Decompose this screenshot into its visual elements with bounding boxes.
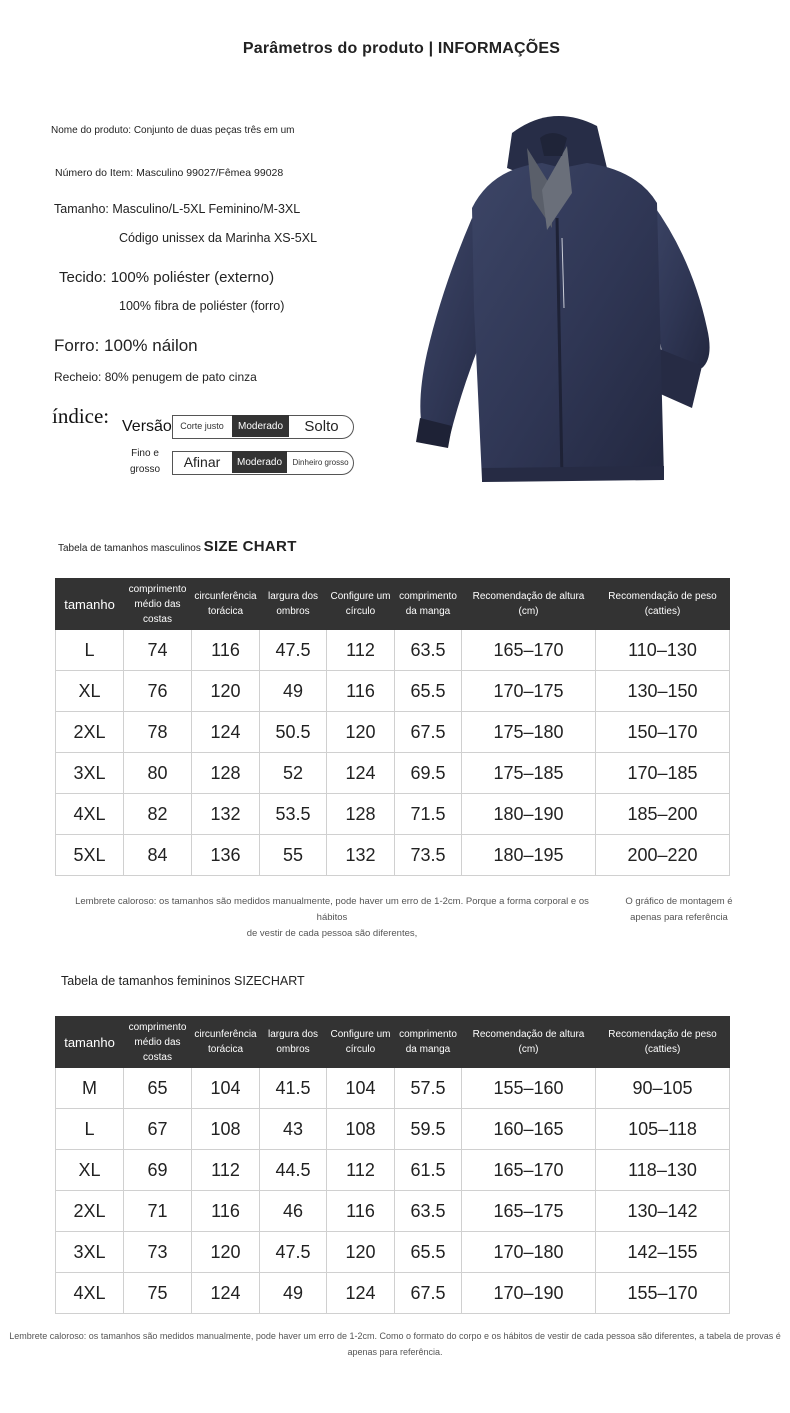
women-header-text: comprimento	[128, 1021, 187, 1033]
men-header-cell	[192, 579, 260, 630]
filling-info: Recheio: 80% penugem de pato cinza	[54, 370, 257, 384]
men-table-cell: 53.5	[260, 794, 327, 835]
men-header-cell	[462, 579, 596, 630]
thickness-label-line1: Fino e	[131, 448, 159, 459]
women-header-cell	[192, 1017, 260, 1068]
women-table-cell: XL	[56, 1150, 124, 1191]
men-chart-title-small: Tabela de tamanhos masculinos	[58, 543, 201, 554]
men-size-table	[55, 578, 730, 876]
women-table-cell: 170–190	[462, 1273, 596, 1314]
men-table-cell: 71.5	[395, 794, 462, 835]
women-table-cell: 112	[192, 1150, 260, 1191]
men-table-cell: 175–180	[462, 712, 596, 753]
size-unisex: Código unissex da Marinha XS-5XL	[119, 231, 318, 245]
women-table-cell: 73	[124, 1232, 192, 1273]
men-table-cell: 110–130	[596, 630, 730, 671]
thickness-option-thin: Afinar	[183, 454, 221, 470]
men-header-text: médio das	[134, 598, 181, 610]
men-table-cell: 200–220	[596, 835, 730, 876]
thickness-label-line2: grosso	[129, 464, 160, 475]
men-table-cell: 69.5	[395, 753, 462, 794]
women-table-cell: 67.5	[395, 1273, 462, 1314]
men-header-cell	[395, 579, 462, 630]
men-table-row	[56, 794, 730, 835]
women-table-cell: 130–142	[596, 1191, 730, 1232]
women-table-cell: 165–175	[462, 1191, 596, 1232]
women-table-cell: 49	[260, 1273, 327, 1314]
women-header-text: Recomendação de peso	[608, 1029, 717, 1040]
women-header-cell	[327, 1017, 395, 1068]
men-table-cell: 2XL	[56, 712, 124, 753]
men-header-cell	[124, 579, 192, 630]
thickness-label	[128, 446, 162, 478]
women-header-cell	[395, 1017, 462, 1068]
men-table-cell: 180–190	[462, 794, 596, 835]
women-table-cell: 165–170	[462, 1150, 596, 1191]
women-table-row	[56, 1068, 730, 1109]
men-table-cell: L	[56, 630, 124, 671]
women-table-cell: 170–180	[462, 1232, 596, 1273]
men-table-cell: 50.5	[260, 712, 327, 753]
men-note-right-line2: apenas para referência	[630, 912, 728, 923]
men-table-cell: 170–185	[596, 753, 730, 794]
women-table-cell: M	[56, 1068, 124, 1109]
women-table-cell: 69	[124, 1150, 192, 1191]
lining-info: Forro: 100% náilon	[54, 336, 198, 355]
men-chart-title	[58, 538, 297, 555]
index-label: índice:	[52, 404, 110, 428]
men-table-cell: 74	[124, 630, 192, 671]
men-table-cell: 78	[124, 712, 192, 753]
men-header-text: Configure um	[330, 591, 391, 602]
women-note	[0, 1328, 790, 1360]
men-header-text: círculo	[345, 606, 376, 617]
women-table-cell: 90–105	[596, 1068, 730, 1109]
men-table-cell: 128	[192, 753, 260, 794]
men-table-row	[56, 835, 730, 876]
men-header-text: torácica	[207, 606, 243, 617]
women-table-cell: 124	[192, 1273, 260, 1314]
women-table-cell: 67	[124, 1109, 192, 1150]
version-label: Versão	[122, 418, 172, 435]
men-table-cell: 175–185	[462, 753, 596, 794]
men-table-cell: 4XL	[56, 794, 124, 835]
women-table-cell: 61.5	[395, 1150, 462, 1191]
thickness-options	[172, 451, 354, 473]
women-table-cell: 118–130	[596, 1150, 730, 1191]
men-note-line1: Lembrete caloroso: os tamanhos são medidos manualmente, pode haver um erro de 1-2cm. Porque a forma corporal e os hábitos	[75, 896, 589, 923]
women-table-cell: 155–160	[462, 1068, 596, 1109]
women-table-cell: 155–170	[596, 1273, 730, 1314]
men-table-cell: 130–150	[596, 671, 730, 712]
men-table-cell: 3XL	[56, 753, 124, 794]
men-table-cell: 132	[327, 835, 395, 876]
men-header-text: (catties)	[644, 606, 681, 617]
men-header-text: tamanho	[64, 596, 115, 612]
women-table-cell: 112	[327, 1150, 395, 1191]
women-table-cell: 105–118	[596, 1109, 730, 1150]
women-table-cell: 41.5	[260, 1068, 327, 1109]
women-table-cell: 116	[192, 1191, 260, 1232]
women-header-text: circunferência	[194, 1029, 257, 1040]
men-table-cell: 132	[192, 794, 260, 835]
men-table-cell: 116	[192, 630, 260, 671]
women-table-cell: 120	[192, 1232, 260, 1273]
women-table-row	[56, 1150, 730, 1191]
page-title: Parâmetros do produto | INFORMAÇÕES	[242, 40, 561, 57]
women-table-cell: 57.5	[395, 1068, 462, 1109]
women-table-cell: 2XL	[56, 1191, 124, 1232]
women-table-cell: 65.5	[395, 1232, 462, 1273]
men-table-cell: 124	[192, 712, 260, 753]
men-table-cell: 120	[327, 712, 395, 753]
version-options	[172, 415, 354, 437]
men-note-line2: de vestir de cada pessoa são diferentes,	[246, 928, 418, 939]
men-table-row	[56, 630, 730, 671]
thickness-option-thick: Dinheiro grosso	[292, 457, 349, 467]
women-note-line2: apenas para referência.	[347, 1347, 443, 1357]
men-header-text: da manga	[405, 606, 451, 617]
women-table-cell: 116	[327, 1191, 395, 1232]
women-table-cell: 46	[260, 1191, 327, 1232]
women-table-row	[56, 1273, 730, 1314]
women-table-row	[56, 1232, 730, 1273]
women-table-cell: 142–155	[596, 1232, 730, 1273]
women-header-text: costas	[143, 1051, 172, 1063]
women-table-cell: 108	[192, 1109, 260, 1150]
women-header-text: tamanho	[64, 1034, 115, 1050]
men-table-cell: 49	[260, 671, 327, 712]
women-table-row	[56, 1191, 730, 1232]
fabric-info: Tecido: 100% poliéster (externo)	[59, 269, 275, 286]
women-header-text: largura dos	[267, 1029, 319, 1040]
women-header-text: da manga	[405, 1044, 451, 1055]
item-number: Número do Item: Masculino 99027/Fêmea 99028	[55, 167, 284, 179]
version-option-loose: Solto	[304, 417, 339, 435]
men-table-cell: 52	[260, 753, 327, 794]
men-table-cell: 84	[124, 835, 192, 876]
men-table-cell: XL	[56, 671, 124, 712]
women-table-cell: 44.5	[260, 1150, 327, 1191]
women-table-row	[56, 1109, 730, 1150]
men-table-cell: 112	[327, 630, 395, 671]
men-table-row	[56, 712, 730, 753]
men-header-cell	[260, 579, 327, 630]
men-note	[62, 894, 602, 942]
women-table-cell: 47.5	[260, 1232, 327, 1273]
men-table-cell: 55	[260, 835, 327, 876]
men-table-cell: 128	[327, 794, 395, 835]
men-table-cell: 47.5	[260, 630, 327, 671]
women-header-text: médio das	[134, 1036, 181, 1048]
men-table-cell: 65.5	[395, 671, 462, 712]
women-table-cell: L	[56, 1109, 124, 1150]
women-table-cell: 104	[327, 1068, 395, 1109]
men-table-cell: 180–195	[462, 835, 596, 876]
women-table-cell: 108	[327, 1109, 395, 1150]
product-name: Nome do produto: Conjunto de duas peças três em um	[51, 125, 295, 136]
women-chart-title: Tabela de tamanhos femininos SIZECHART	[61, 974, 305, 988]
version-option-fitted: Corte justo	[180, 421, 224, 431]
women-header-text: Recomendação de altura (cm)	[472, 1029, 585, 1055]
men-table-cell: 165–170	[462, 630, 596, 671]
men-table-row	[56, 671, 730, 712]
men-table-cell: 5XL	[56, 835, 124, 876]
women-table-cell: 3XL	[56, 1232, 124, 1273]
men-table-cell: 82	[124, 794, 192, 835]
women-header-cell	[124, 1017, 192, 1068]
version-option-moderate: Moderado	[232, 415, 289, 437]
men-table-cell: 124	[327, 753, 395, 794]
women-header-cell	[596, 1017, 730, 1068]
men-header-text: largura dos	[267, 591, 319, 602]
women-header-text: torácica	[207, 1044, 243, 1055]
fabric-lining: 100% fibra de poliéster (forro)	[119, 299, 285, 313]
women-header-cell	[260, 1017, 327, 1068]
men-table-row	[56, 753, 730, 794]
women-header-text: círculo	[345, 1044, 376, 1055]
women-note-line1: Lembrete caloroso: os tamanhos são medidos manualmente, pode haver um erro de 1-2cm. Como o formato do corpo e os hábitos de vestir de cada pessoa são diferentes, a tabela de provas é	[9, 1331, 781, 1341]
women-table-cell: 43	[260, 1109, 327, 1150]
men-chart-title-big: SIZE CHART	[203, 538, 297, 555]
women-header-cell	[462, 1017, 596, 1068]
women-table-cell: 104	[192, 1068, 260, 1109]
men-header-text: circunferência	[194, 591, 257, 602]
men-header-text: costas	[143, 613, 172, 625]
women-table-cell: 160–165	[462, 1109, 596, 1150]
men-table-cell: 63.5	[395, 630, 462, 671]
men-table-cell: 136	[192, 835, 260, 876]
men-table-cell: 170–175	[462, 671, 596, 712]
women-table-cell: 65	[124, 1068, 192, 1109]
women-header-text: Configure um	[330, 1029, 391, 1040]
women-header-cell	[56, 1017, 124, 1068]
women-table-cell: 75	[124, 1273, 192, 1314]
men-table-cell: 120	[192, 671, 260, 712]
men-table-cell: 185–200	[596, 794, 730, 835]
men-note-right-line1: O gráfico de montagem é	[625, 896, 733, 907]
men-table-cell: 73.5	[395, 835, 462, 876]
men-header-text: comprimento	[399, 591, 457, 602]
women-table-cell: 4XL	[56, 1273, 124, 1314]
women-table-cell: 120	[327, 1232, 395, 1273]
men-header-text: Recomendação de peso	[608, 591, 717, 602]
men-table-cell: 80	[124, 753, 192, 794]
women-header-text: comprimento	[399, 1029, 457, 1040]
men-table-cell: 150–170	[596, 712, 730, 753]
jacket-image	[402, 108, 722, 488]
women-table-cell: 71	[124, 1191, 192, 1232]
women-header-text: (catties)	[644, 1044, 681, 1055]
men-table-cell: 67.5	[395, 712, 462, 753]
size-info: Tamanho: Masculino/L-5XL Feminino/M-3XL	[54, 202, 301, 216]
men-header-text: ombros	[276, 606, 310, 617]
thickness-option-moderate: Moderado	[232, 451, 287, 473]
men-header-text: comprimento	[128, 583, 187, 595]
men-note-right	[604, 894, 754, 926]
women-table-cell: 59.5	[395, 1109, 462, 1150]
men-header-cell	[596, 579, 730, 630]
women-table-cell: 63.5	[395, 1191, 462, 1232]
men-header-cell	[56, 579, 124, 630]
men-table-cell: 116	[327, 671, 395, 712]
women-header-text: ombros	[276, 1044, 310, 1055]
men-header-text: Recomendação de altura (cm)	[472, 591, 585, 617]
men-table-cell: 76	[124, 671, 192, 712]
women-table-cell: 124	[327, 1273, 395, 1314]
men-header-cell	[327, 579, 395, 630]
women-size-table	[55, 1016, 730, 1314]
